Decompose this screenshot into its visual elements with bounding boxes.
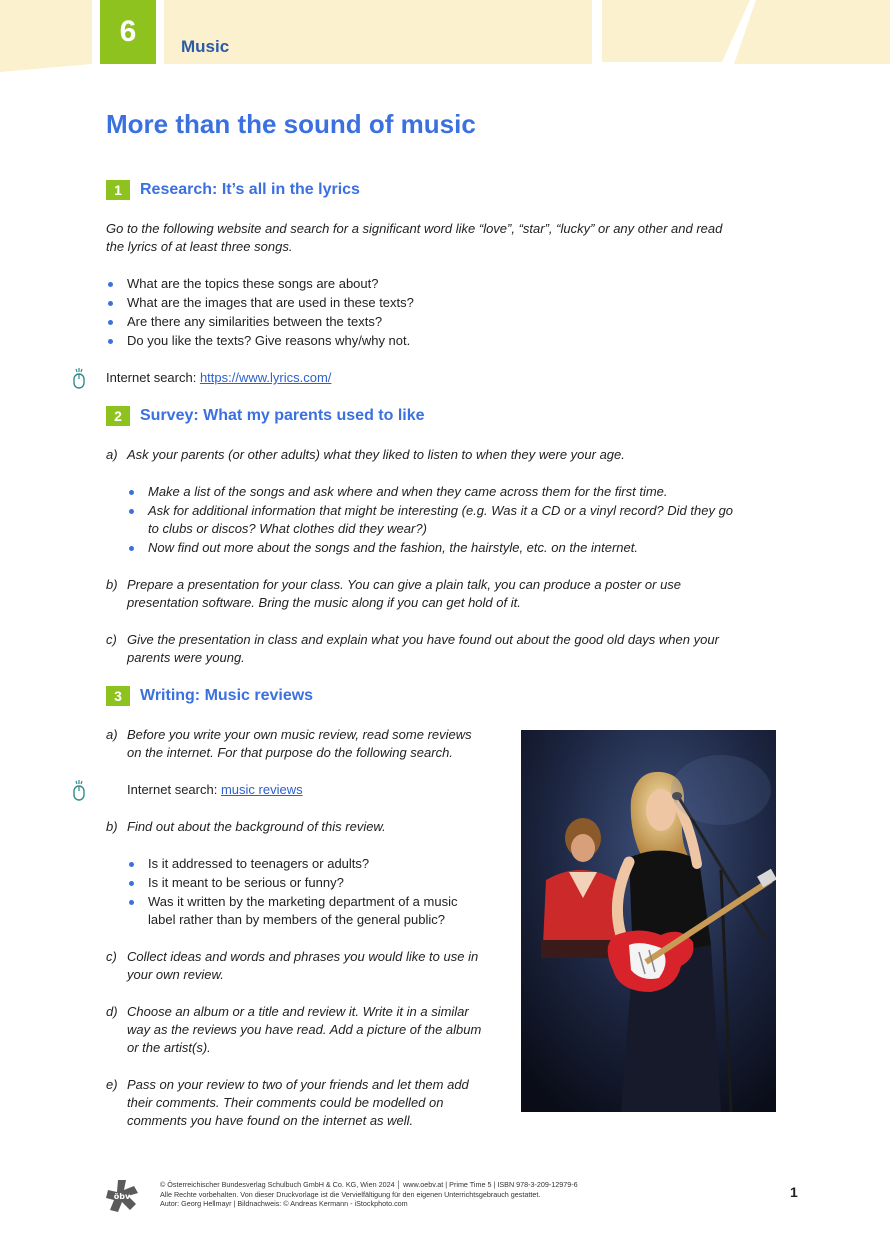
page-title: More than the sound of music [106, 109, 476, 139]
section-3-task-b: Find out about the background of this review. [127, 819, 386, 834]
section-1-number: 1 [106, 180, 130, 200]
list-item: Is it addressed to teenagers or adults? [148, 855, 369, 874]
section-3-task-d-line-2: way as the reviews you have read. Add a picture of the album [127, 1022, 482, 1037]
section-2-task-a: Ask your parents (or other adults) what they liked to listen to when they were your age. [127, 447, 625, 462]
footer-line-3: Autor: Georg Hellmayr | Bildnachweis: © Andreas Kermann - iStockphoto.com [160, 1199, 408, 1208]
section-3-task-a-line-2: on the internet. For that purpose do the following search. [127, 745, 453, 760]
section-1-heading [106, 180, 360, 200]
section-2-number: 2 [106, 406, 130, 426]
task-label: b) [106, 577, 118, 592]
oebv-logo-icon [104, 1178, 140, 1214]
section-2-task-b-line-1: Prepare a presentation for your class. You can give a plain talk, you can produce a poster or use [127, 577, 682, 592]
section-3-task-c-line-2: your own review. [127, 967, 224, 982]
section-2-heading [106, 406, 425, 426]
task-label: b) [106, 819, 118, 834]
list-item: Do you like the texts? Give reasons why/why not. [127, 332, 410, 351]
section-3-internet-search: Internet search: music reviews [127, 782, 303, 797]
section-2-task-c-line-2: parents were young. [127, 650, 245, 665]
list-item: Make a list of the songs and ask where and when they came across them for the first time. [148, 483, 668, 502]
section-3-task-c-line-1: Collect ideas and words and phrases you would like to use in [127, 949, 479, 964]
task-label: a) [106, 447, 118, 462]
footer-line-2: Alle Rechte vorbehalten. Von dieser Druckvorlage ist die Vervielfältigung für den eigenen Unterrichtsgebrauch gestattet. [160, 1189, 541, 1199]
unit-title: Music [181, 37, 230, 56]
section-3-task-d-line-3: or the artist(s). [127, 1040, 211, 1055]
task-label: c) [106, 949, 117, 964]
list-item-continuation: label rather than by members of the general public? [148, 912, 446, 927]
unit-number-badge: 6 [100, 0, 156, 64]
section-1-internet-search: Internet search: https://www.lyrics.com/ [106, 370, 332, 385]
footer-copyright [160, 1180, 578, 1209]
section-2-task-b-line-2: presentation software. Bring the music along if you can get hold of it. [127, 595, 521, 610]
task-label: e) [106, 1077, 118, 1092]
task-label: d) [106, 1004, 118, 1019]
section-3-number: 3 [106, 686, 130, 706]
list-item: Ask for additional information that might be interesting (e.g. Was it a CD or a vinyl record? Did they go [148, 502, 733, 521]
section-2-task-c-line-1: Give the presentation in class and explain what you have found out about the good old days when your [127, 632, 719, 647]
section-1-title: Research: It’s all in the lyrics [140, 181, 360, 198]
list-item: Is it meant to be serious or funny? [148, 874, 344, 893]
section-3-task-d-line-1: Choose an album or a title and review it. Write it in a similar [127, 1004, 469, 1019]
section-3-title: Writing: Music reviews [140, 687, 314, 704]
list-item: Now find out more about the songs and the fashion, the hairstyle, etc. on the internet. [148, 539, 638, 558]
music-reviews-link[interactable]: music reviews [220, 782, 303, 797]
section-3-task-e-line-1: Pass on your review to two of your friends and let them add [127, 1077, 469, 1092]
list-item: Are there any similarities between the texts? [127, 313, 382, 332]
section-1-intro-line-1: Go to the following website and search for a significant word like “love”, “star”, “lucky” or any other and read [106, 221, 723, 236]
section-2-title: Survey: What my parents used to like [140, 407, 425, 424]
list-item: Was it written by the marketing department of a music [148, 893, 457, 912]
svg-text:öbv: öbv [113, 1192, 131, 1201]
list-item-continuation: to clubs or discos? What clothes did they wear?) [148, 521, 427, 536]
list-item: What are the images that are used in these texts? [127, 294, 414, 313]
lyrics-link[interactable]: https://www.lyrics.com/ [199, 370, 332, 385]
task-label: a) [106, 727, 118, 742]
mouse-icon [71, 367, 87, 389]
page-number: 1 [790, 1184, 798, 1200]
section-3-task-e-line-3: comments you have found on the internet as well. [127, 1113, 414, 1128]
section-3-heading [106, 686, 313, 706]
mouse-icon [71, 779, 87, 801]
section-3-task-a-line-1: Before you write your own music review, read some reviews [127, 727, 472, 742]
section-3-task-e-line-2: their comments. Their comments could be modelled on [127, 1095, 444, 1110]
list-item: What are the topics these songs are about? [127, 275, 379, 294]
concert-photo [521, 730, 776, 1112]
footer-line-1: © Österreichischer Bundesverlag Schulbuch GmbH & Co. KG, Wien 2024 │ www.oebv.at | Prime Time 5 | ISBN 978-3-209-12979-6 [160, 1180, 578, 1189]
section-1-intro-line-2: the lyrics of at least three songs. [106, 239, 293, 254]
task-label: c) [106, 632, 117, 647]
